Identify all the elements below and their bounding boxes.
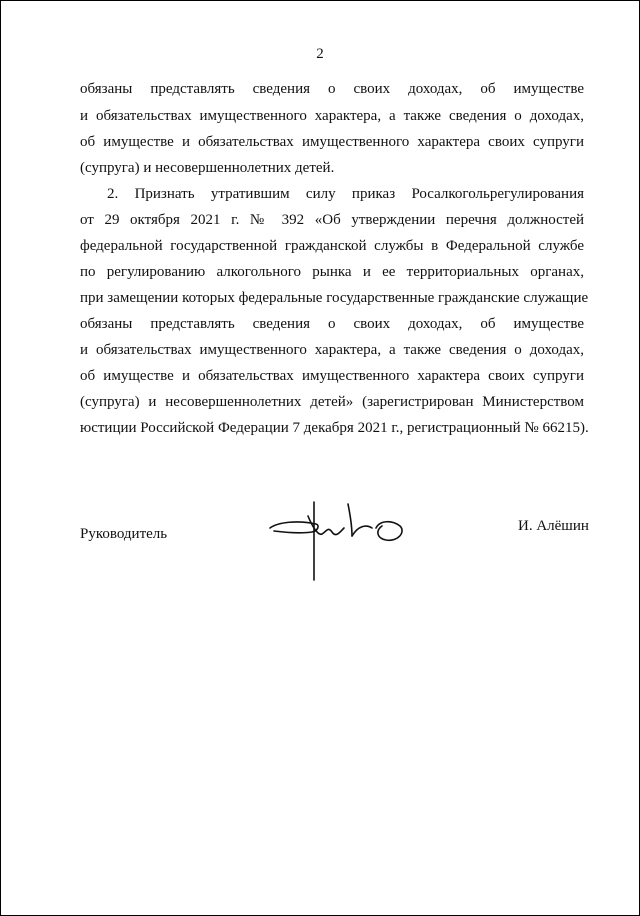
text-line: юстиции Российской Федерации 7 декабря 2021 г., регистрационный № 66215). — [80, 420, 589, 436]
text-line: (супруга) и несовершеннолетних детей» (зарегистрирован Министерством — [80, 394, 584, 410]
text-line: 2. Признать утратившим силу приказ Росалкогольрегулирования — [107, 186, 584, 202]
handwritten-signature — [268, 498, 418, 588]
text-line: (супруга) и несовершеннолетних детей. — [80, 160, 335, 176]
text-line: при замещении которых федеральные государственные гражданские служащие — [80, 290, 589, 306]
text-line: обязаны представлять сведения о своих доходах, об имуществе — [80, 81, 584, 97]
text-line: от 29 октября 2021 г. № 392 «Об утверждении перечня должностей — [80, 212, 584, 228]
text-line: и обязательствах имущественного характера, а также сведения о доходах, — [80, 342, 584, 358]
text-line: и обязательствах имущественного характера, а также сведения о доходах, — [80, 108, 584, 124]
text-line: обязаны представлять сведения о своих доходах, об имуществе — [80, 316, 584, 332]
text-line: об имуществе и обязательствах имущественного характера своих супруги — [80, 134, 584, 150]
signatory-title: Руководитель — [80, 526, 168, 542]
text-line: об имуществе и обязательствах имущественного характера своих супруги — [80, 368, 584, 384]
signatory-name: И. Алёшин — [518, 518, 589, 534]
text-line: федеральной государственной гражданской службы в Федеральной службе — [80, 238, 584, 254]
text-line: по регулированию алкогольного рынка и ее территориальных органах, — [80, 264, 584, 280]
page-number: 2 — [316, 46, 324, 62]
